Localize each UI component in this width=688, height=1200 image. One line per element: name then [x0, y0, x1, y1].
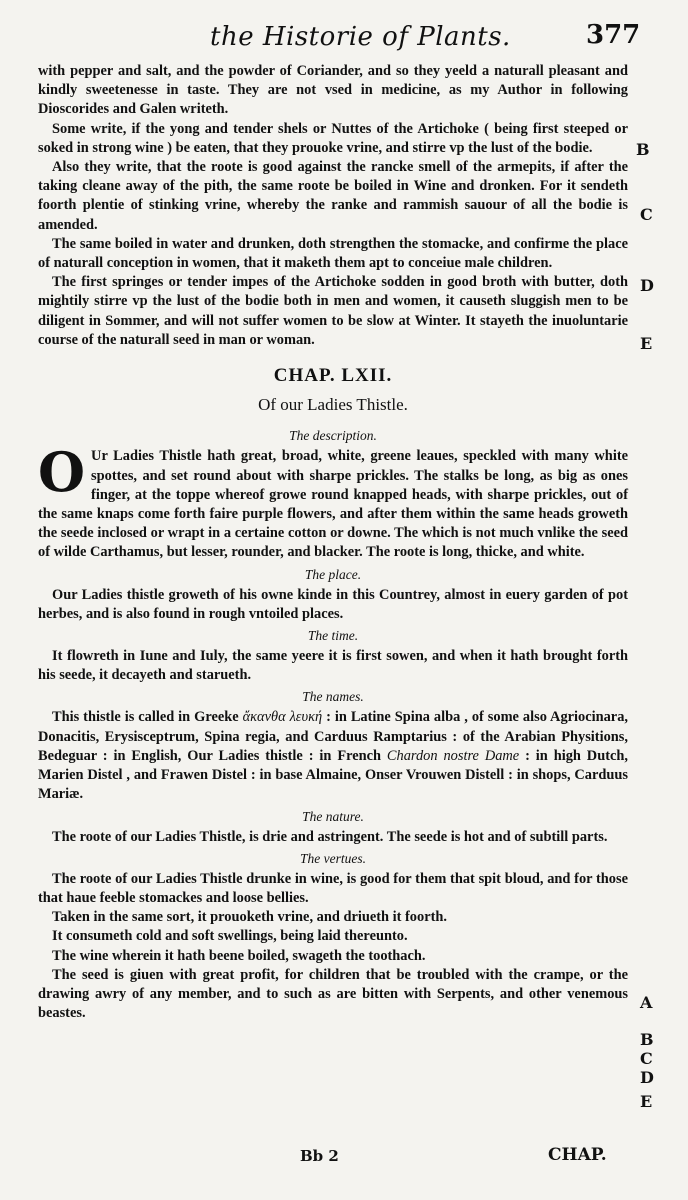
vertue-item: It consumeth cold and soft swellings, being laid thereunto. — [52, 928, 408, 945]
names-text-part-1: This thistle is called in Greeke — [52, 709, 243, 726]
margin-letter-e: E — [640, 334, 653, 353]
vertues-heading: The vertues. — [300, 850, 366, 866]
chapter-title: Of our Ladies Thistle. — [258, 395, 408, 415]
vertue-item: Taken in the same sort, it prouoketh vrine, and driueth it foorth. — [52, 909, 447, 926]
catchword: CHAP. — [548, 1145, 607, 1165]
margin-letter-d: D — [640, 1068, 654, 1087]
running-title: the Historie of Plants. — [210, 22, 511, 52]
margin-letter-c: C — [640, 205, 653, 224]
intro-paragraph-3: Also they write, that the roote is good against the rancke smell of the armepits, if after the taking cleane away of the pith, the same roote be boiled in Wine and dronken. For it sendeth foorth plentie of stinking vrine, whereby the ranke and rammish sauour of all the bodie is amended. — [38, 159, 628, 233]
intro-paragraph-1: with pepper and salt, and the powder of Coriander, and so they yeeld a naturall pleasant and kindly sweetenesse in taste. They are not vsed in medicine, as my Author in following Dioscorides and Galen writeth. — [38, 63, 628, 118]
page-number: 377 — [586, 20, 641, 50]
margin-letter-e: E — [640, 1092, 653, 1111]
time-text: It flowreth in Iune and Iuly, the same yeere it is first sowen, and when it hath brought forth his seede, it decayeth and starueth. — [38, 648, 628, 684]
nature-heading: The nature. — [302, 808, 364, 824]
names-text-part-3: : in high Dutch, Marien Distel , and Frawen Distel : in base Almaine, Onser Vrouwen Distell : in shops, Carduus Mariæ. — [38, 747, 628, 803]
margin-letter-a: A — [640, 993, 653, 1012]
signature-mark: Bb 2 — [300, 1147, 339, 1165]
margin-letter-b: B — [636, 140, 650, 159]
vertue-item: The seed is giuen with great profit, for children that be troubled with the crampe, or the drawing awry of any member, and to such as are bitten with Serpents, and other venemous beastes. — [38, 966, 628, 1022]
page-footer — [0, 1143, 688, 1173]
french-name: Chardon nostre Dame — [386, 747, 520, 764]
description-text: Ur Ladies Thistle hath great, broad, white, greene leaues, speckled with many white spottes, and set round about with sharpe prickles. The stalks be long, as big as ones finger, at the toppe whereof growe round knapped heads, with sharpe prickles, out of the same knaps come forth faire purple flowers, and after them within the same heads groweth the seede inclosed or wrapt in a certaine cotton or downe. The which is not much vnlike the seed of wilde Carthamus, but lesser, rounder, and blacker. The roote is long, thicke, and white. — [38, 448, 628, 561]
vertue-item: The wine wherein it hath beene boiled, swageth the toothach. — [52, 947, 426, 964]
page-body — [38, 62, 628, 1023]
names-text — [38, 708, 628, 804]
intro-paragraph-5: The first springes or tender impes of the Artichoke sodden in good broth with butter, doth mightily stirre vp the lust of the bodie both in men and women, it causeth sluggish men to be diligent in Sommer, and will not suffer women to be slow at Winter. It stayeth the inuoluntarie course of the naturall seed in man or woman. — [38, 274, 628, 348]
description-heading: The description. — [289, 428, 377, 444]
place-heading: The place. — [304, 566, 362, 582]
drop-cap: O — [38, 440, 86, 505]
time-heading: The time. — [307, 628, 359, 644]
margin-letter-c: C — [640, 1049, 653, 1068]
names-text-part-2: : in Latine Spina alba , of some also Agriocinara, Donacitis, Erysisceptrum, Spina regia, and Carduus Ramptarius : of the Arabian Physitions, Bedeguar : in English, Our Ladies thistle : in French — [38, 709, 628, 764]
margin-letter-b: B — [640, 1030, 654, 1049]
names-heading: The names. — [302, 689, 364, 705]
page-header — [0, 22, 688, 62]
intro-paragraph-2: Some write, if the yong and tender shels or Nuttes of the Artichoke ( being first steeped or soked in strong wine ) be eaten, that they prouoke vrine, and stirre vp the lust of the bodie. — [38, 120, 628, 156]
intro-paragraph-4: The same boiled in water and drunken, doth strengthen the stomacke, and confirme the place of naturall conception in women, that it maketh them apt to conceiue male children. — [38, 235, 628, 272]
description-paragraph — [38, 440, 628, 562]
place-text: Our Ladies thistle groweth of his owne kinde in this Countrey, almost in euery garden of pot herbes, and is also found in rough vntoiled places. — [38, 586, 628, 622]
greek-name: ἄκανθα λευκή — [242, 709, 323, 726]
margin-letter-d: D — [640, 276, 654, 295]
nature-text: The roote of our Ladies Thistle, is drie and astringent. The seede is hot and of subtill parts. — [52, 828, 608, 845]
vertue-item: The roote of our Ladies Thistle drunke in wine, is good for them that spit bloud, and for those that haue feeble stomackes and loose bellies. — [38, 870, 628, 906]
chapter-number: CHAP. LXII. — [273, 365, 393, 387]
